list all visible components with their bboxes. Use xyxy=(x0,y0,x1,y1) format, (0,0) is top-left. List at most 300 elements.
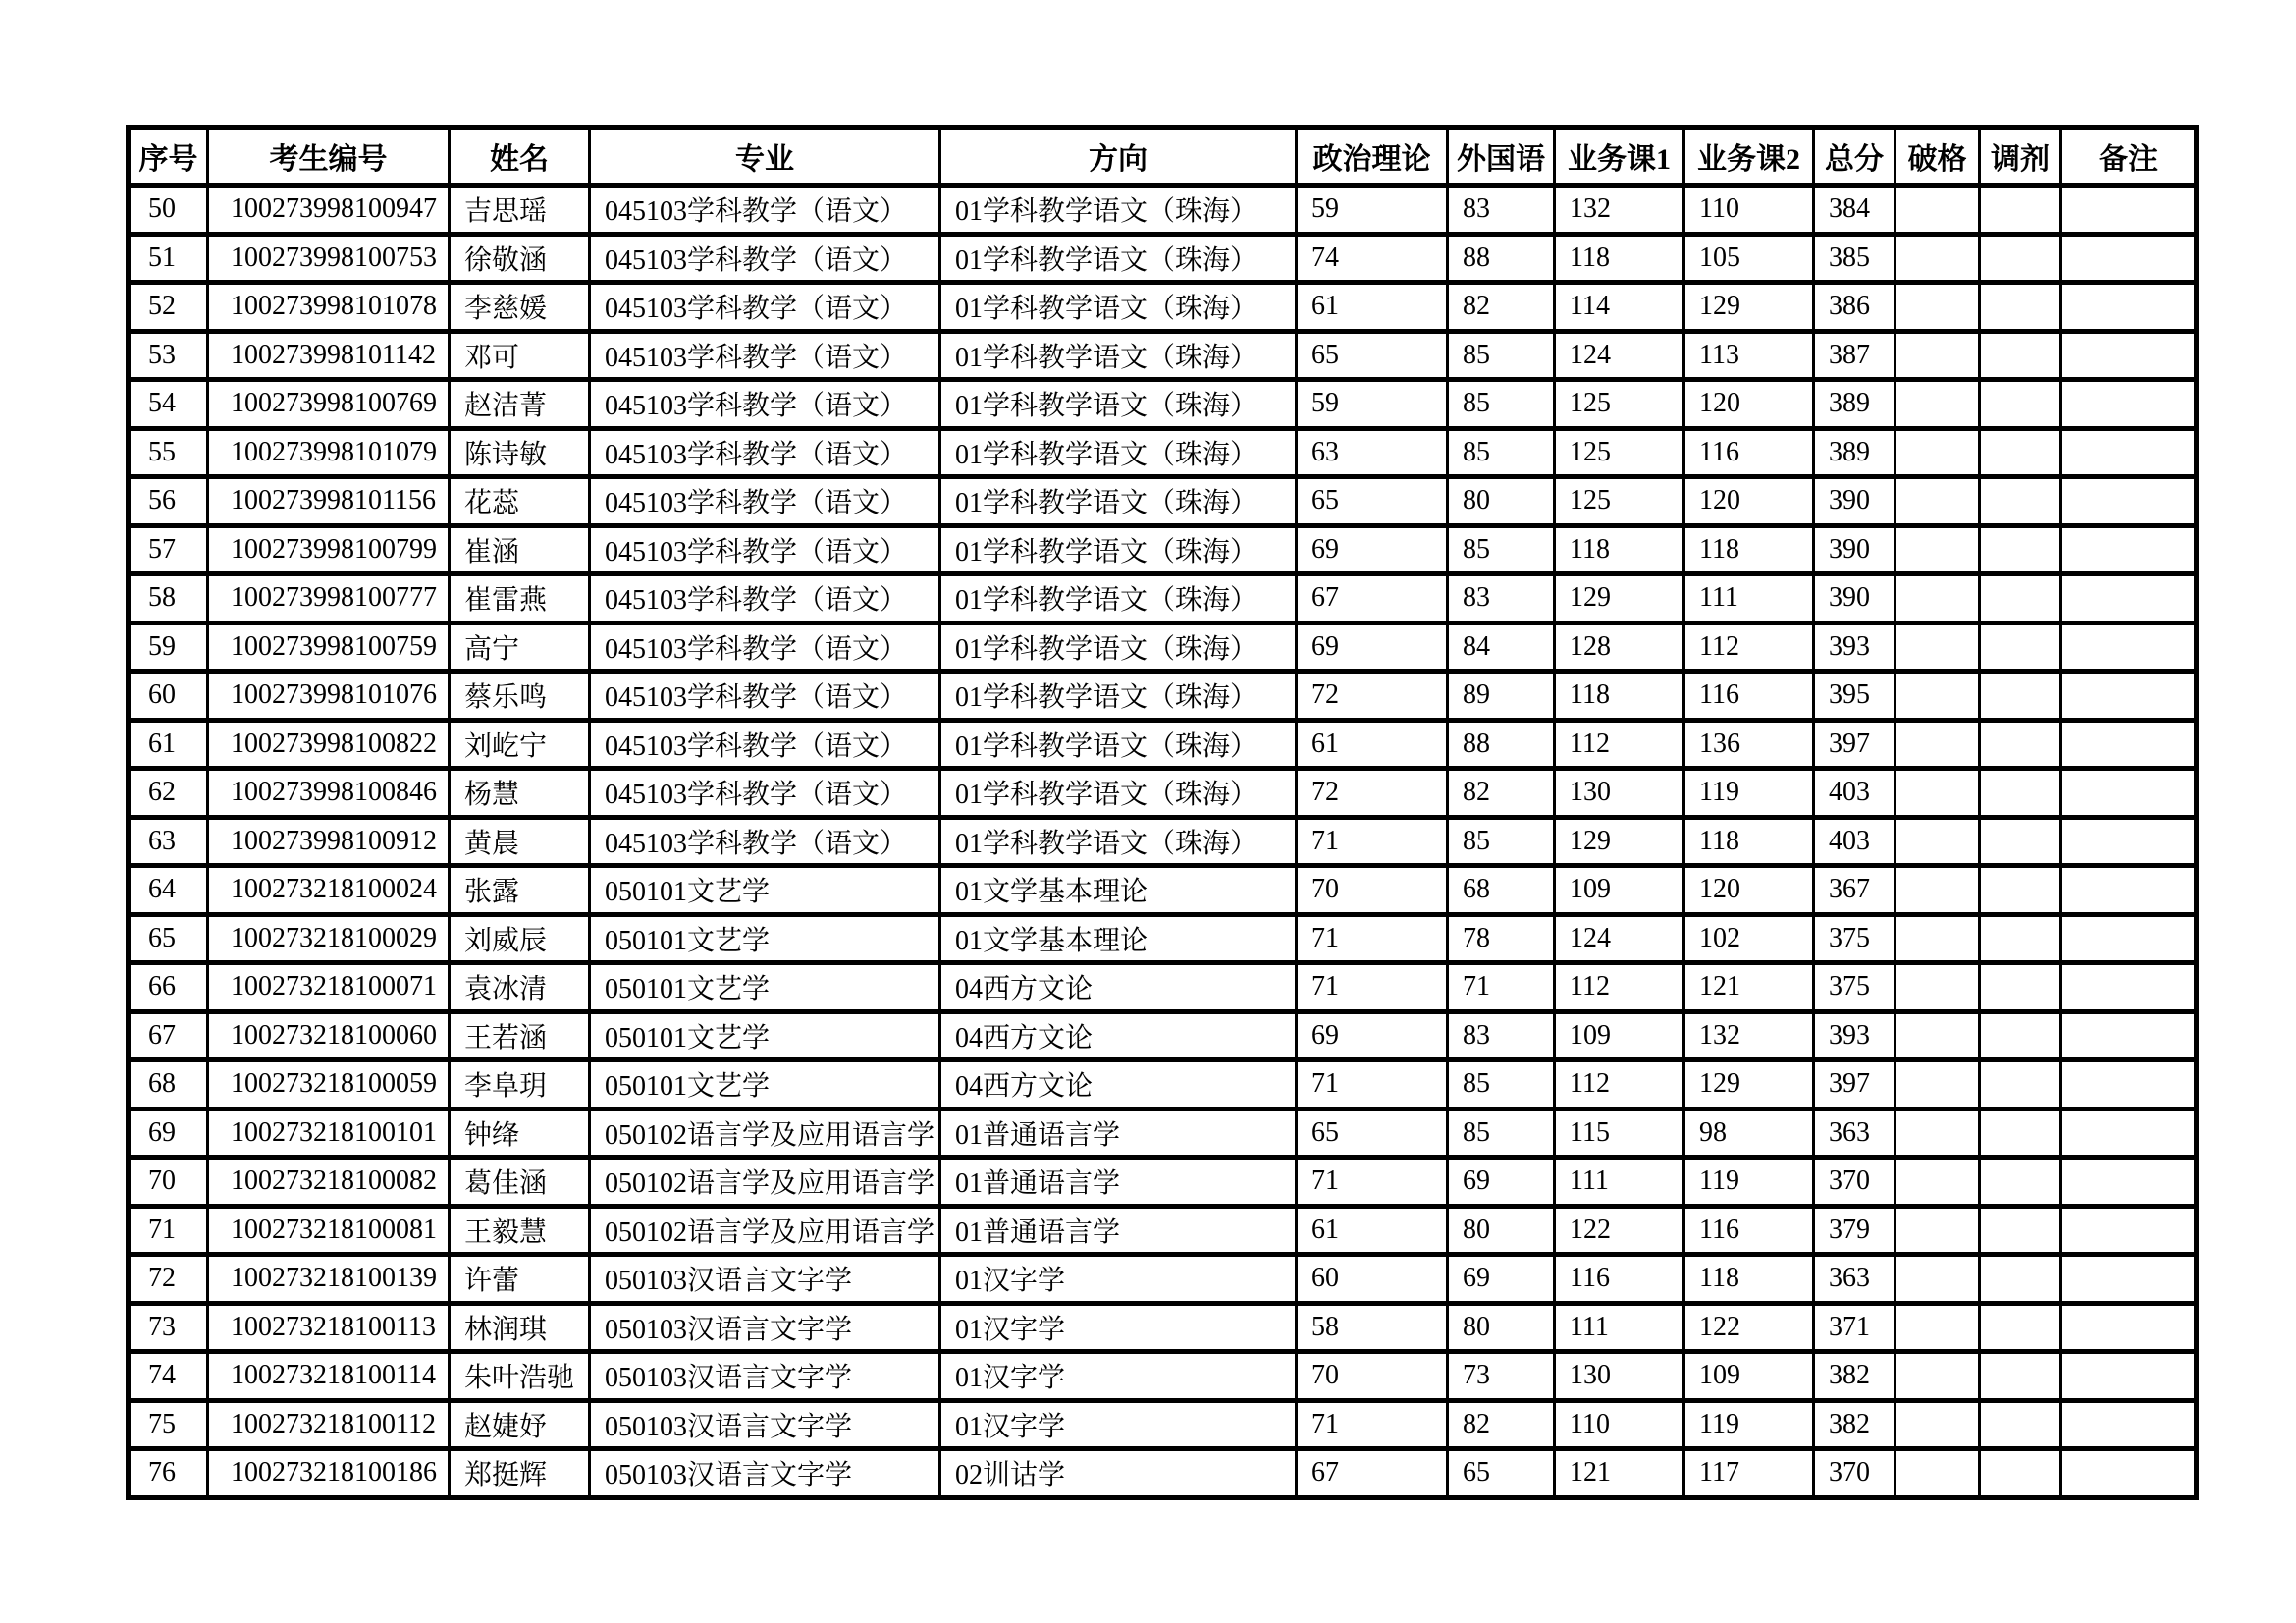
cell-course1-score: 125 xyxy=(1555,428,1684,477)
cell-name: 刘威辰 xyxy=(450,914,590,963)
table-row xyxy=(129,672,2197,721)
cell-major: 050101文艺学 xyxy=(590,963,940,1012)
cell-index: 55 xyxy=(129,428,208,477)
cell-adjustment xyxy=(1980,1255,2061,1304)
cell-adjustment xyxy=(1980,817,2061,866)
header-index: 序号 xyxy=(129,128,208,186)
cell-remarks xyxy=(2061,428,2197,477)
cell-direction: 01文学基本理论 xyxy=(940,866,1297,915)
cell-remarks xyxy=(2061,477,2197,526)
header-direction: 方向 xyxy=(940,128,1297,186)
header-exception: 破格 xyxy=(1896,128,1980,186)
table-row xyxy=(129,283,2197,332)
cell-exception xyxy=(1896,1109,1980,1158)
cell-major: 045103学科教学（语文） xyxy=(590,672,940,721)
cell-direction: 01学科教学语文（珠海） xyxy=(940,525,1297,574)
cell-candidate-id: 100273998100846 xyxy=(208,769,450,818)
cell-remarks xyxy=(2061,574,2197,623)
cell-total-score: 370 xyxy=(1814,1449,1896,1498)
cell-total-score: 385 xyxy=(1814,234,1896,283)
cell-course1-score: 112 xyxy=(1555,720,1684,769)
cell-index: 60 xyxy=(129,672,208,721)
cell-candidate-id: 100273218100186 xyxy=(208,1449,450,1498)
cell-foreign-language-score: 80 xyxy=(1448,1303,1555,1352)
cell-remarks xyxy=(2061,672,2197,721)
cell-exception xyxy=(1896,1255,1980,1304)
cell-name: 袁冰清 xyxy=(450,963,590,1012)
cell-adjustment xyxy=(1980,331,2061,380)
cell-course1-score: 115 xyxy=(1555,1109,1684,1158)
header-remarks: 备注 xyxy=(2061,128,2197,186)
cell-politics-score: 71 xyxy=(1297,963,1448,1012)
cell-direction: 01学科教学语文（珠海） xyxy=(940,622,1297,672)
table-row xyxy=(129,1206,2197,1255)
cell-total-score: 403 xyxy=(1814,769,1896,818)
cell-remarks xyxy=(2061,1109,2197,1158)
cell-candidate-id: 100273998100759 xyxy=(208,622,450,672)
cell-name: 吉思瑶 xyxy=(450,186,590,235)
cell-major: 045103学科教学（语文） xyxy=(590,769,940,818)
cell-major: 045103学科教学（语文） xyxy=(590,234,940,283)
cell-index: 74 xyxy=(129,1352,208,1401)
cell-exception xyxy=(1896,283,1980,332)
cell-course2-score: 119 xyxy=(1684,1158,1814,1207)
cell-name: 邓可 xyxy=(450,331,590,380)
cell-course1-score: 118 xyxy=(1555,672,1684,721)
cell-total-score: 371 xyxy=(1814,1303,1896,1352)
header-name: 姓名 xyxy=(450,128,590,186)
table-row xyxy=(129,1255,2197,1304)
cell-exception xyxy=(1896,866,1980,915)
cell-course2-score: 120 xyxy=(1684,380,1814,429)
cell-foreign-language-score: 82 xyxy=(1448,1400,1555,1449)
cell-remarks xyxy=(2061,1206,2197,1255)
cell-adjustment xyxy=(1980,1303,2061,1352)
cell-index: 57 xyxy=(129,525,208,574)
cell-foreign-language-score: 83 xyxy=(1448,574,1555,623)
cell-foreign-language-score: 83 xyxy=(1448,1011,1555,1060)
cell-name: 李阜玥 xyxy=(450,1060,590,1109)
cell-name: 葛佳涵 xyxy=(450,1158,590,1207)
cell-course2-score: 116 xyxy=(1684,1206,1814,1255)
cell-direction: 01汉字学 xyxy=(940,1255,1297,1304)
cell-exception xyxy=(1896,380,1980,429)
cell-candidate-id: 100273218100139 xyxy=(208,1255,450,1304)
cell-foreign-language-score: 80 xyxy=(1448,1206,1555,1255)
cell-course2-score: 102 xyxy=(1684,914,1814,963)
cell-candidate-id: 100273218100060 xyxy=(208,1011,450,1060)
cell-foreign-language-score: 84 xyxy=(1448,622,1555,672)
header-candidate-id: 考生编号 xyxy=(208,128,450,186)
cell-remarks xyxy=(2061,1449,2197,1498)
cell-candidate-id: 100273218100081 xyxy=(208,1206,450,1255)
cell-adjustment xyxy=(1980,1158,2061,1207)
cell-foreign-language-score: 69 xyxy=(1448,1158,1555,1207)
cell-index: 65 xyxy=(129,914,208,963)
cell-major: 045103学科教学（语文） xyxy=(590,283,940,332)
table-row xyxy=(129,720,2197,769)
cell-major: 045103学科教学（语文） xyxy=(590,477,940,526)
cell-total-score: 389 xyxy=(1814,380,1896,429)
cell-course1-score: 130 xyxy=(1555,1352,1684,1401)
cell-course1-score: 121 xyxy=(1555,1449,1684,1498)
cell-course2-score: 118 xyxy=(1684,1255,1814,1304)
cell-adjustment xyxy=(1980,283,2061,332)
cell-total-score: 397 xyxy=(1814,720,1896,769)
cell-direction: 01普通语言学 xyxy=(940,1109,1297,1158)
table-row xyxy=(129,428,2197,477)
cell-index: 67 xyxy=(129,1011,208,1060)
cell-foreign-language-score: 85 xyxy=(1448,1060,1555,1109)
table-row xyxy=(129,866,2197,915)
cell-course2-score: 118 xyxy=(1684,525,1814,574)
cell-adjustment xyxy=(1980,186,2061,235)
cell-adjustment xyxy=(1980,380,2061,429)
cell-course1-score: 125 xyxy=(1555,477,1684,526)
header-major: 专业 xyxy=(590,128,940,186)
cell-candidate-id: 100273998101076 xyxy=(208,672,450,721)
header-politics-score: 政治理论 xyxy=(1297,128,1448,186)
cell-total-score: 363 xyxy=(1814,1109,1896,1158)
cell-index: 58 xyxy=(129,574,208,623)
cell-total-score: 397 xyxy=(1814,1060,1896,1109)
cell-adjustment xyxy=(1980,672,2061,721)
cell-exception xyxy=(1896,1303,1980,1352)
cell-index: 69 xyxy=(129,1109,208,1158)
cell-total-score: 390 xyxy=(1814,477,1896,526)
cell-major: 050101文艺学 xyxy=(590,1060,940,1109)
cell-remarks xyxy=(2061,817,2197,866)
cell-course1-score: 109 xyxy=(1555,866,1684,915)
cell-index: 76 xyxy=(129,1449,208,1498)
cell-index: 54 xyxy=(129,380,208,429)
cell-name: 朱叶浩驰 xyxy=(450,1352,590,1401)
cell-politics-score: 72 xyxy=(1297,672,1448,721)
cell-major: 050101文艺学 xyxy=(590,1011,940,1060)
cell-course1-score: 130 xyxy=(1555,769,1684,818)
cell-course2-score: 109 xyxy=(1684,1352,1814,1401)
cell-course2-score: 111 xyxy=(1684,574,1814,623)
cell-direction: 04西方文论 xyxy=(940,1011,1297,1060)
cell-politics-score: 59 xyxy=(1297,380,1448,429)
table-row xyxy=(129,1352,2197,1401)
cell-name: 赵洁菁 xyxy=(450,380,590,429)
cell-remarks xyxy=(2061,769,2197,818)
cell-course1-score: 122 xyxy=(1555,1206,1684,1255)
cell-major: 050102语言学及应用语言学 xyxy=(590,1206,940,1255)
cell-foreign-language-score: 88 xyxy=(1448,720,1555,769)
cell-direction: 01学科教学语文（珠海） xyxy=(940,672,1297,721)
cell-major: 050102语言学及应用语言学 xyxy=(590,1109,940,1158)
cell-course1-score: 114 xyxy=(1555,283,1684,332)
cell-remarks xyxy=(2061,234,2197,283)
cell-course2-score: 113 xyxy=(1684,331,1814,380)
cell-candidate-id: 100273218100114 xyxy=(208,1352,450,1401)
cell-politics-score: 70 xyxy=(1297,1352,1448,1401)
cell-index: 73 xyxy=(129,1303,208,1352)
cell-direction: 01学科教学语文（珠海） xyxy=(940,283,1297,332)
cell-exception xyxy=(1896,428,1980,477)
cell-name: 高宁 xyxy=(450,622,590,672)
cell-foreign-language-score: 68 xyxy=(1448,866,1555,915)
cell-politics-score: 69 xyxy=(1297,622,1448,672)
cell-direction: 01学科教学语文（珠海） xyxy=(940,477,1297,526)
cell-course2-score: 110 xyxy=(1684,186,1814,235)
cell-politics-score: 71 xyxy=(1297,1060,1448,1109)
table-row xyxy=(129,1060,2197,1109)
cell-adjustment xyxy=(1980,1352,2061,1401)
cell-course2-score: 132 xyxy=(1684,1011,1814,1060)
cell-candidate-id: 100273218100029 xyxy=(208,914,450,963)
cell-candidate-id: 100273998100799 xyxy=(208,525,450,574)
table-row xyxy=(129,1400,2197,1449)
cell-course2-score: 129 xyxy=(1684,283,1814,332)
cell-course2-score: 120 xyxy=(1684,477,1814,526)
cell-foreign-language-score: 85 xyxy=(1448,817,1555,866)
cell-politics-score: 72 xyxy=(1297,769,1448,818)
cell-name: 陈诗敏 xyxy=(450,428,590,477)
cell-direction: 01学科教学语文（珠海） xyxy=(940,720,1297,769)
cell-major: 050103汉语言文字学 xyxy=(590,1255,940,1304)
cell-exception xyxy=(1896,914,1980,963)
cell-politics-score: 59 xyxy=(1297,186,1448,235)
cell-foreign-language-score: 85 xyxy=(1448,1109,1555,1158)
cell-index: 62 xyxy=(129,769,208,818)
cell-index: 61 xyxy=(129,720,208,769)
cell-exception xyxy=(1896,1352,1980,1401)
cell-total-score: 363 xyxy=(1814,1255,1896,1304)
cell-major: 050103汉语言文字学 xyxy=(590,1449,940,1498)
cell-politics-score: 71 xyxy=(1297,817,1448,866)
cell-remarks xyxy=(2061,186,2197,235)
cell-foreign-language-score: 71 xyxy=(1448,963,1555,1012)
table-row xyxy=(129,477,2197,526)
cell-adjustment xyxy=(1980,1060,2061,1109)
cell-course1-score: 116 xyxy=(1555,1255,1684,1304)
cell-foreign-language-score: 73 xyxy=(1448,1352,1555,1401)
cell-course1-score: 118 xyxy=(1555,525,1684,574)
cell-direction: 01普通语言学 xyxy=(940,1206,1297,1255)
cell-politics-score: 70 xyxy=(1297,866,1448,915)
cell-course1-score: 124 xyxy=(1555,914,1684,963)
cell-politics-score: 61 xyxy=(1297,1206,1448,1255)
cell-exception xyxy=(1896,1011,1980,1060)
cell-index: 53 xyxy=(129,331,208,380)
table-row xyxy=(129,622,2197,672)
cell-course2-score: 121 xyxy=(1684,963,1814,1012)
cell-index: 68 xyxy=(129,1060,208,1109)
cell-politics-score: 58 xyxy=(1297,1303,1448,1352)
cell-total-score: 393 xyxy=(1814,1011,1896,1060)
cell-candidate-id: 100273998100822 xyxy=(208,720,450,769)
cell-index: 50 xyxy=(129,186,208,235)
cell-candidate-id: 100273998101079 xyxy=(208,428,450,477)
cell-candidate-id: 100273218100082 xyxy=(208,1158,450,1207)
cell-course2-score: 119 xyxy=(1684,769,1814,818)
cell-adjustment xyxy=(1980,574,2061,623)
cell-remarks xyxy=(2061,1011,2197,1060)
cell-course1-score: 129 xyxy=(1555,817,1684,866)
cell-adjustment xyxy=(1980,234,2061,283)
cell-foreign-language-score: 85 xyxy=(1448,331,1555,380)
cell-total-score: 389 xyxy=(1814,428,1896,477)
cell-name: 杨慧 xyxy=(450,769,590,818)
table-row xyxy=(129,331,2197,380)
cell-candidate-id: 100273218100101 xyxy=(208,1109,450,1158)
cell-major: 050102语言学及应用语言学 xyxy=(590,1158,940,1207)
cell-adjustment xyxy=(1980,477,2061,526)
cell-name: 许蕾 xyxy=(450,1255,590,1304)
cell-politics-score: 71 xyxy=(1297,1400,1448,1449)
cell-exception xyxy=(1896,1206,1980,1255)
table-row xyxy=(129,1158,2197,1207)
cell-foreign-language-score: 78 xyxy=(1448,914,1555,963)
table-row xyxy=(129,1449,2197,1498)
cell-foreign-language-score: 85 xyxy=(1448,428,1555,477)
cell-remarks xyxy=(2061,1303,2197,1352)
cell-direction: 01学科教学语文（珠海） xyxy=(940,380,1297,429)
cell-remarks xyxy=(2061,1255,2197,1304)
cell-exception xyxy=(1896,1158,1980,1207)
cell-course1-score: 125 xyxy=(1555,380,1684,429)
table-row xyxy=(129,769,2197,818)
cell-course2-score: 122 xyxy=(1684,1303,1814,1352)
header-total-score: 总分 xyxy=(1814,128,1896,186)
cell-index: 52 xyxy=(129,283,208,332)
cell-politics-score: 61 xyxy=(1297,283,1448,332)
cell-name: 黄晨 xyxy=(450,817,590,866)
cell-politics-score: 61 xyxy=(1297,720,1448,769)
cell-direction: 01汉字学 xyxy=(940,1352,1297,1401)
cell-course1-score: 124 xyxy=(1555,331,1684,380)
cell-name: 赵婕妤 xyxy=(450,1400,590,1449)
table-row xyxy=(129,1109,2197,1158)
cell-name: 蔡乐鸣 xyxy=(450,672,590,721)
header-adjustment: 调剂 xyxy=(1980,128,2061,186)
cell-exception xyxy=(1896,477,1980,526)
cell-name: 李慈媛 xyxy=(450,283,590,332)
cell-exception xyxy=(1896,1060,1980,1109)
cell-major: 050103汉语言文字学 xyxy=(590,1303,940,1352)
cell-course2-score: 117 xyxy=(1684,1449,1814,1498)
cell-course1-score: 128 xyxy=(1555,622,1684,672)
cell-major: 050103汉语言文字学 xyxy=(590,1352,940,1401)
cell-foreign-language-score: 89 xyxy=(1448,672,1555,721)
cell-total-score: 390 xyxy=(1814,574,1896,623)
cell-exception xyxy=(1896,1449,1980,1498)
cell-remarks xyxy=(2061,622,2197,672)
cell-direction: 04西方文论 xyxy=(940,1060,1297,1109)
cell-name: 郑挺辉 xyxy=(450,1449,590,1498)
cell-candidate-id: 100273218100024 xyxy=(208,866,450,915)
cell-index: 71 xyxy=(129,1206,208,1255)
cell-direction: 01学科教学语文（珠海） xyxy=(940,186,1297,235)
cell-major: 045103学科教学（语文） xyxy=(590,186,940,235)
cell-index: 63 xyxy=(129,817,208,866)
table-row xyxy=(129,234,2197,283)
cell-remarks xyxy=(2061,720,2197,769)
cell-major: 045103学科教学（语文） xyxy=(590,428,940,477)
cell-course2-score: 120 xyxy=(1684,866,1814,915)
cell-candidate-id: 100273998100912 xyxy=(208,817,450,866)
cell-politics-score: 69 xyxy=(1297,1011,1448,1060)
cell-politics-score: 71 xyxy=(1297,914,1448,963)
cell-total-score: 393 xyxy=(1814,622,1896,672)
cell-course1-score: 109 xyxy=(1555,1011,1684,1060)
cell-index: 70 xyxy=(129,1158,208,1207)
cell-exception xyxy=(1896,574,1980,623)
cell-total-score: 370 xyxy=(1814,1158,1896,1207)
cell-adjustment xyxy=(1980,914,2061,963)
cell-total-score: 395 xyxy=(1814,672,1896,721)
cell-exception xyxy=(1896,769,1980,818)
cell-course2-score: 98 xyxy=(1684,1109,1814,1158)
cell-remarks xyxy=(2061,866,2197,915)
cell-exception xyxy=(1896,672,1980,721)
cell-total-score: 382 xyxy=(1814,1352,1896,1401)
cell-exception xyxy=(1896,234,1980,283)
cell-course2-score: 118 xyxy=(1684,817,1814,866)
cell-foreign-language-score: 88 xyxy=(1448,234,1555,283)
cell-name: 王毅慧 xyxy=(450,1206,590,1255)
cell-politics-score: 69 xyxy=(1297,525,1448,574)
cell-course1-score: 110 xyxy=(1555,1400,1684,1449)
cell-index: 72 xyxy=(129,1255,208,1304)
cell-remarks xyxy=(2061,1352,2197,1401)
cell-major: 045103学科教学（语文） xyxy=(590,817,940,866)
cell-politics-score: 74 xyxy=(1297,234,1448,283)
cell-remarks xyxy=(2061,963,2197,1012)
table-row xyxy=(129,525,2197,574)
table-row xyxy=(129,817,2197,866)
cell-course1-score: 118 xyxy=(1555,234,1684,283)
cell-name: 钟绛 xyxy=(450,1109,590,1158)
cell-course2-score: 119 xyxy=(1684,1400,1814,1449)
cell-course1-score: 111 xyxy=(1555,1158,1684,1207)
cell-total-score: 403 xyxy=(1814,817,1896,866)
cell-name: 徐敬涵 xyxy=(450,234,590,283)
cell-politics-score: 71 xyxy=(1297,1158,1448,1207)
cell-politics-score: 65 xyxy=(1297,331,1448,380)
cell-adjustment xyxy=(1980,769,2061,818)
cell-remarks xyxy=(2061,1060,2197,1109)
cell-name: 林润琪 xyxy=(450,1303,590,1352)
cell-foreign-language-score: 83 xyxy=(1448,186,1555,235)
cell-remarks xyxy=(2061,1158,2197,1207)
cell-name: 花蕊 xyxy=(450,477,590,526)
cell-course2-score: 129 xyxy=(1684,1060,1814,1109)
cell-candidate-id: 100273998101142 xyxy=(208,331,450,380)
cell-remarks xyxy=(2061,1400,2197,1449)
cell-adjustment xyxy=(1980,1400,2061,1449)
cell-index: 56 xyxy=(129,477,208,526)
cell-candidate-id: 100273998101078 xyxy=(208,283,450,332)
cell-direction: 01学科教学语文（珠海） xyxy=(940,234,1297,283)
cell-direction: 01汉字学 xyxy=(940,1303,1297,1352)
cell-major: 045103学科教学（语文） xyxy=(590,622,940,672)
cell-name: 崔涵 xyxy=(450,525,590,574)
cell-total-score: 390 xyxy=(1814,525,1896,574)
cell-course2-score: 116 xyxy=(1684,428,1814,477)
cell-adjustment xyxy=(1980,622,2061,672)
cell-foreign-language-score: 82 xyxy=(1448,769,1555,818)
cell-exception xyxy=(1896,720,1980,769)
cell-exception xyxy=(1896,817,1980,866)
cell-major: 050101文艺学 xyxy=(590,866,940,915)
cell-adjustment xyxy=(1980,720,2061,769)
cell-exception xyxy=(1896,186,1980,235)
cell-candidate-id: 100273998100769 xyxy=(208,380,450,429)
